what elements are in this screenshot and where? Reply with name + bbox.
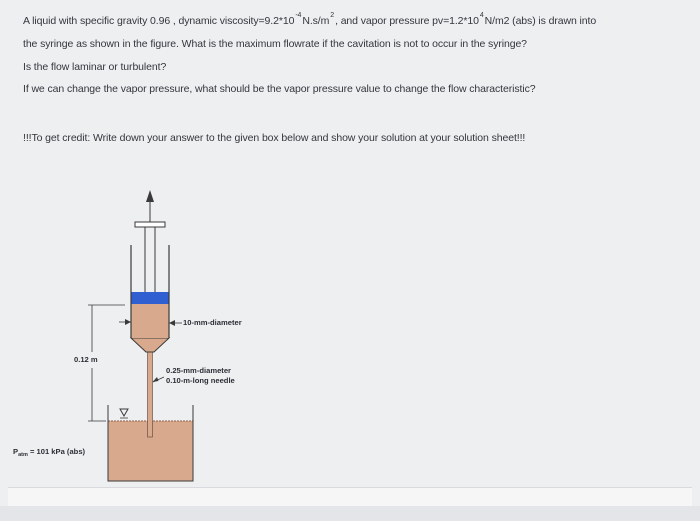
pull-arrow-head-icon <box>146 190 154 202</box>
question-line-2: the syringe as shown in the figure. What is the maximum flowrate if the cavitation is not to occur in the syringe? <box>23 38 527 50</box>
question-text-part-b: N.s/m <box>302 15 330 27</box>
patm-symbol: P <box>13 447 19 456</box>
exponent-b: 2 <box>330 12 335 19</box>
barrel-arrow-left-icon <box>125 319 131 325</box>
barrel-diameter-label: 10-mm-diameter <box>183 318 242 327</box>
bottom-shade <box>0 506 700 521</box>
exponent-c: 4 <box>479 12 484 19</box>
needle-diameter-label: 0.25-mm-diameter <box>166 366 231 375</box>
instruction-line: !!!To get credit: Write down your answer to the given box below and show your solution at your solution sheet!!! <box>23 132 526 144</box>
needle-arrow-icon <box>153 377 159 382</box>
patm-value: = 101 kPa (abs) <box>29 447 86 456</box>
needle-length-label: 0.10-m-long needle <box>166 376 235 385</box>
question-text-part-c: , and vapor pressure pv=1.2*10 <box>335 15 479 27</box>
plunger-handle <box>135 222 165 227</box>
needle <box>148 351 153 437</box>
question-text-part-d: N/m2 (abs) is drawn into <box>484 15 597 27</box>
question-text-part-a: A liquid with specific gravity 0.96 , dynamic viscosity=9.2*10 <box>23 15 295 27</box>
exponent-a: -4 <box>295 12 302 19</box>
free-surface-triangle-icon <box>120 409 128 416</box>
patm-subscript: atm <box>18 452 28 458</box>
barrel-liquid <box>131 303 169 338</box>
barrel-taper <box>131 338 169 352</box>
question-line-3: Is the flow laminar or turbulent? <box>23 61 167 73</box>
answer-box-edge <box>8 487 692 507</box>
height-label: 0.12 m <box>74 355 98 364</box>
plunger-head <box>131 292 169 304</box>
barrel-arrow-right-icon <box>169 320 175 326</box>
question-line-4: If we can change the vapor pressure, what should be the vapor pressure value to change the flow characteristic? <box>23 83 536 95</box>
atmospheric-pressure-label <box>13 447 85 456</box>
